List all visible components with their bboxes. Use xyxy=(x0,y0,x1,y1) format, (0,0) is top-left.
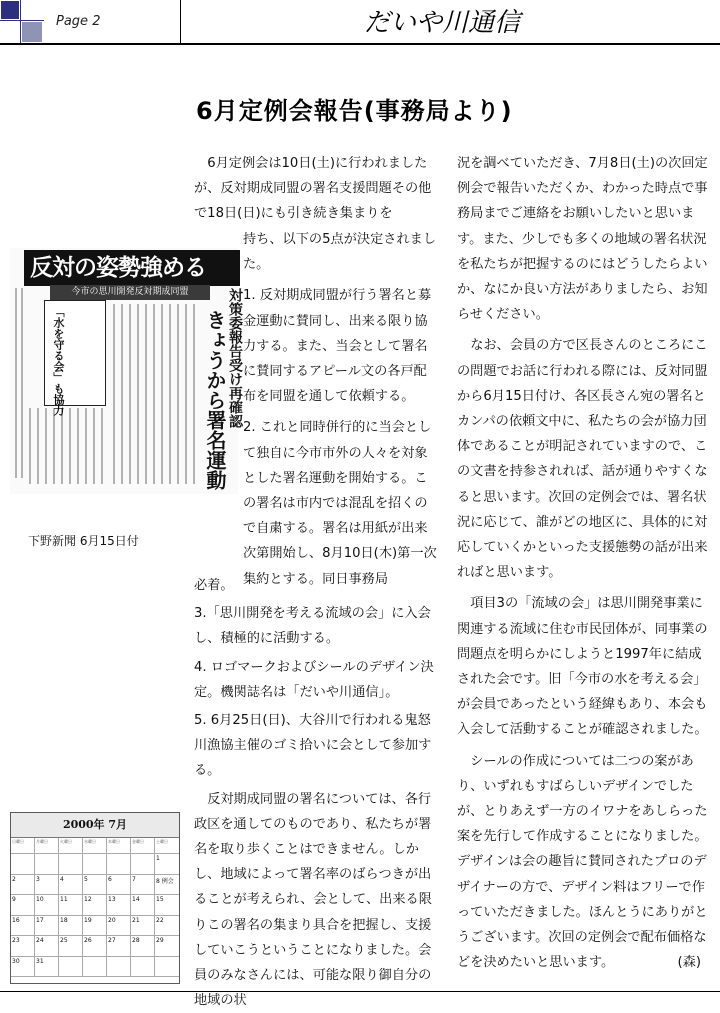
calendar-weekday: 土曜日 xyxy=(155,838,179,854)
clipping-headline: 反対の姿勢強める xyxy=(24,250,240,286)
calendar-day-cell: 7 xyxy=(131,875,155,896)
decision-item-5: 5. 6月25日(日)、大谷川で行われる鬼怒川漁協主催のゴミ拾いに会として参加する。 xyxy=(194,713,432,779)
calendar-day-cell: 11 xyxy=(59,895,83,916)
calendar-day-cell: 12 xyxy=(83,895,107,916)
logo-square-light xyxy=(22,22,42,42)
calendar-title: 2000年 7月 xyxy=(11,813,179,838)
calendar-day-cell: 21 xyxy=(131,916,155,937)
calendar-day-cell: 15 xyxy=(155,895,179,916)
newspaper-clipping xyxy=(10,248,243,494)
calendar-day-cell xyxy=(35,854,59,875)
calendar-day-cell: 17 xyxy=(35,916,59,937)
calendar-day-cell: 19 xyxy=(83,916,107,937)
body-column-right xyxy=(457,151,709,976)
calendar-day-cell: 1 xyxy=(155,854,179,875)
signature-paragraph: 反対期成同盟の署名については、各行政区を通してのものであり、私たちが署名を取り歩くことはできません。しかし、地域によって署名率のばらつきが出ることが考えられ、会として、出来る限りこの署名の集まり具合を把握し、支援していこうということになりました。会員のみなさんには、可能な限り御自分の地域の状 xyxy=(194,791,432,1009)
header-logo xyxy=(0,0,44,44)
logo-square-dark xyxy=(1,1,19,19)
body-column-list xyxy=(243,227,440,592)
calendar-day-cell: 9 xyxy=(11,895,35,916)
calendar-day-cell: 25 xyxy=(59,936,83,957)
calendar-day-cell xyxy=(107,854,131,875)
newsletter-title xyxy=(362,0,521,40)
author-signature: (森) xyxy=(677,955,701,971)
calendar-weekday: 水曜日 xyxy=(83,838,107,854)
calendar-day-cell xyxy=(83,957,107,978)
right-paragraph-2: なお、会員の方で区長さんのところにこの問題でお話に行われる際には、反対同盟から6月15日付け、各区長さん宛の署名とカンパの依頼文中に、私たちの会が協力団体であることが明記されていますので、この文書を持参されれば、話が通りやすくなると思います。次回の定例会では、署名状況に応じて、誰がどの地区に、具体的に対応していくかといった支援態勢の話が出来ればと思います。 xyxy=(457,338,708,581)
calendar-day-cell: 27 xyxy=(107,936,131,957)
calendar-day-cell: 31 xyxy=(35,957,59,978)
calendar-day-cell xyxy=(83,854,107,875)
calendar-weekday: 木曜日 xyxy=(107,838,131,854)
calendar-day-cell xyxy=(59,854,83,875)
logo-line-horizontal xyxy=(0,20,44,21)
intro-paragraph-end: 持ち、以下の5点が決定されました。 xyxy=(243,232,437,273)
calendar-day-cell: 20 xyxy=(107,916,131,937)
body-intro xyxy=(194,151,440,227)
calendar-day-cell xyxy=(11,854,35,875)
page-title: 6月定例会報告(事務局より) xyxy=(196,97,513,125)
clipping-vertical-heading-2: きょうから署名運動 xyxy=(203,310,227,490)
right-paragraph-4 xyxy=(457,749,709,976)
calendar-day-cell xyxy=(59,957,83,978)
calendar-weekday: 月曜日 xyxy=(35,838,59,854)
clipping-caption: 下野新聞 6月15日付 xyxy=(28,534,139,548)
decision-item-2: 2. これと同時併行的に当会として独自に今市市外の人々を対象とした署名運動を開始する。この署名は市内では混乱を招くので自粛する。署名は用紙が出来次第開始し、8月10日(木)第一次集約とする。同日事務局 xyxy=(243,420,437,587)
decision-item-4: 4. ロゴマークおよびシールのデザイン決定。機関誌名は「だいや川通信」。 xyxy=(194,659,434,700)
body-column-left xyxy=(194,573,440,1013)
calendar-day-cell: 22 xyxy=(155,916,179,937)
calendar-day-cell: 24 xyxy=(35,936,59,957)
calendar-weekday: 日曜日 xyxy=(11,838,35,854)
calendar-day-cell: 10 xyxy=(35,895,59,916)
right-paragraph-1: 況を調べていただき、7月8日(土)の次回定例会で報告いただくか、わかった時点で事務局までご連絡をお願いしたいと思います。また、少しでも多くの地域の署名状況を私たちが把握するのにはどうしたらよいか、なにか良い方法がありましたら、お知らせください。 xyxy=(457,156,708,323)
svg-text:だいや川通信: だいや川通信 xyxy=(364,8,521,38)
calendar-day-cell xyxy=(131,854,155,875)
calendar-day-cell: 8 例会 xyxy=(155,875,179,896)
clipping-box-text: 「水を守る会」も協力 xyxy=(52,306,65,416)
calendar-day-cell: 29 xyxy=(155,936,179,957)
calendar-day-cell: 26 xyxy=(83,936,107,957)
decision-item-3: 3.「思川開発を考える流域の会」に入会し、積極的に活動する。 xyxy=(194,606,431,647)
intro-paragraph: 6月定例会は10日(土)に行われましたが、反対期成同盟の署名支援問題その他で18日(日)にも引き続き集まりを xyxy=(194,156,432,222)
calendar-day-cell: 6 xyxy=(107,875,131,896)
calendar-day-cell xyxy=(155,957,179,978)
calendar-day-cell xyxy=(131,957,155,978)
calendar-weekday: 火曜日 xyxy=(59,838,83,854)
clipping-subhead: 今市の思川開発反対期成同盟 xyxy=(50,285,210,300)
calendar xyxy=(10,812,180,984)
calendar-day-cell xyxy=(107,957,131,978)
calendar-day-cell: 13 xyxy=(107,895,131,916)
calendar-day-cell: 14 xyxy=(131,895,155,916)
calendar-day-cell: 28 xyxy=(131,936,155,957)
page-number: Page 2 xyxy=(56,14,101,29)
calendar-grid xyxy=(11,838,179,977)
logo-line-vertical xyxy=(20,0,21,44)
clipping-vertical-heading-1: 対策委報告受け再確認 xyxy=(227,288,243,428)
calendar-day-cell: 16 xyxy=(11,916,35,937)
calendar-day-cell: 2 xyxy=(11,875,35,896)
footer-rule xyxy=(0,991,720,992)
right-paragraph-4-text: シールの作成については二つの案があり、いずれもすばらしいデザインでしたが、とりあえず一方のイワナをあしらった案を先行して作成することになりました。デザインは会の趣旨に賛同されたプロのデザイナーの方で、デザイン料はフリーで作っていただきました。ほんとうにありがとうございます。次回の定例会で配布価格などを決めたいと思います。 xyxy=(457,753,708,971)
calendar-day-cell: 18 xyxy=(59,916,83,937)
calendar-day-cell: 5 xyxy=(83,875,107,896)
calendar-day-cell: 23 xyxy=(11,936,35,957)
header-rule xyxy=(0,43,720,45)
right-paragraph-3: 項目3の「流域の会」は思川開発事業に関連する流域に住む市民団体が、同事業の問題点を明らかにしようと1997年に結成された会です。旧「今市の水を考える会」が会員であったという経緯もあり、本会も入会して活動することが確認されました。 xyxy=(457,596,708,738)
decision-item-1: 1. 反対期成同盟が行う署名と募金運動に賛同し、出来る限り協力する。また、当会として署名に賛同するアピール文の各戸配布を同盟を通して依頼する。 xyxy=(243,288,432,405)
header-divider xyxy=(180,0,181,44)
decision-item-2-end: 必着。 xyxy=(194,578,234,593)
calendar-day-cell: 30 xyxy=(11,957,35,978)
calendar-weekday: 金曜日 xyxy=(131,838,155,854)
calendar-day-cell: 4 xyxy=(59,875,83,896)
calendar-day-cell: 3 xyxy=(35,875,59,896)
